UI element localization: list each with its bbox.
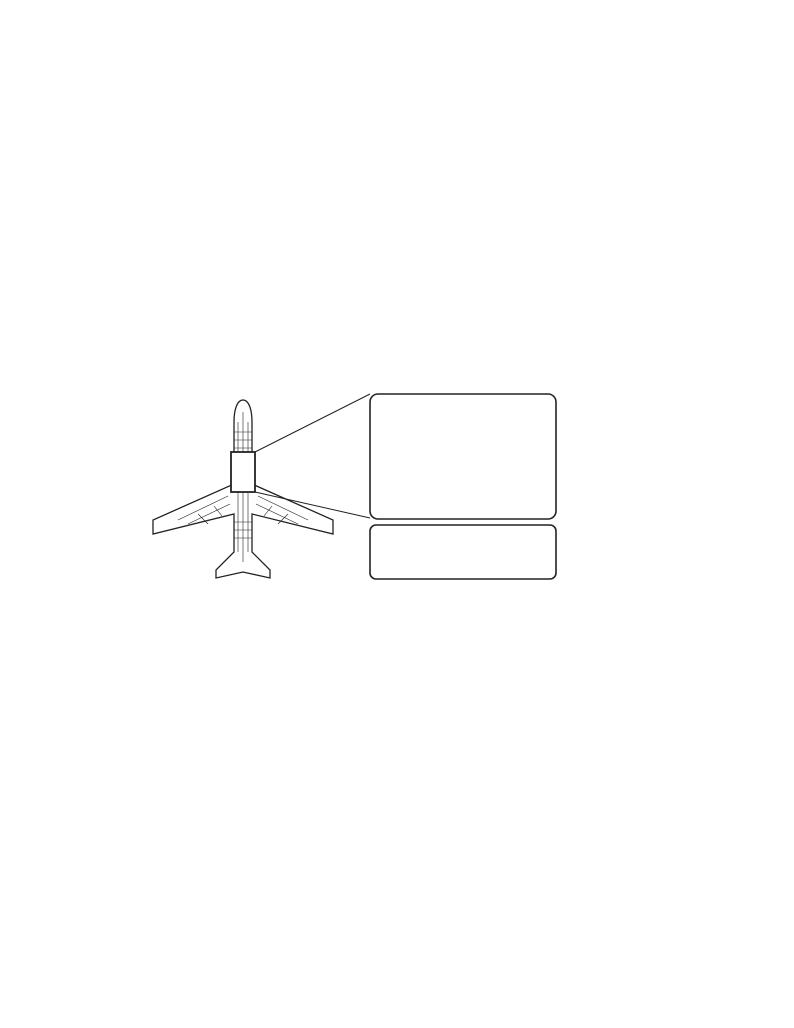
seat-legend-panel: [370, 525, 556, 579]
figure-2-charts: [118, 740, 628, 916]
airplane-icon: [153, 394, 370, 578]
figure-1: [118, 392, 678, 617]
question-1: [118, 616, 678, 634]
figure-1-graphic: [118, 392, 678, 617]
figure-2: [118, 740, 628, 916]
question-1-options: [118, 616, 678, 634]
seat-area-marker: [231, 452, 255, 492]
seat-map-panel: [370, 394, 556, 519]
